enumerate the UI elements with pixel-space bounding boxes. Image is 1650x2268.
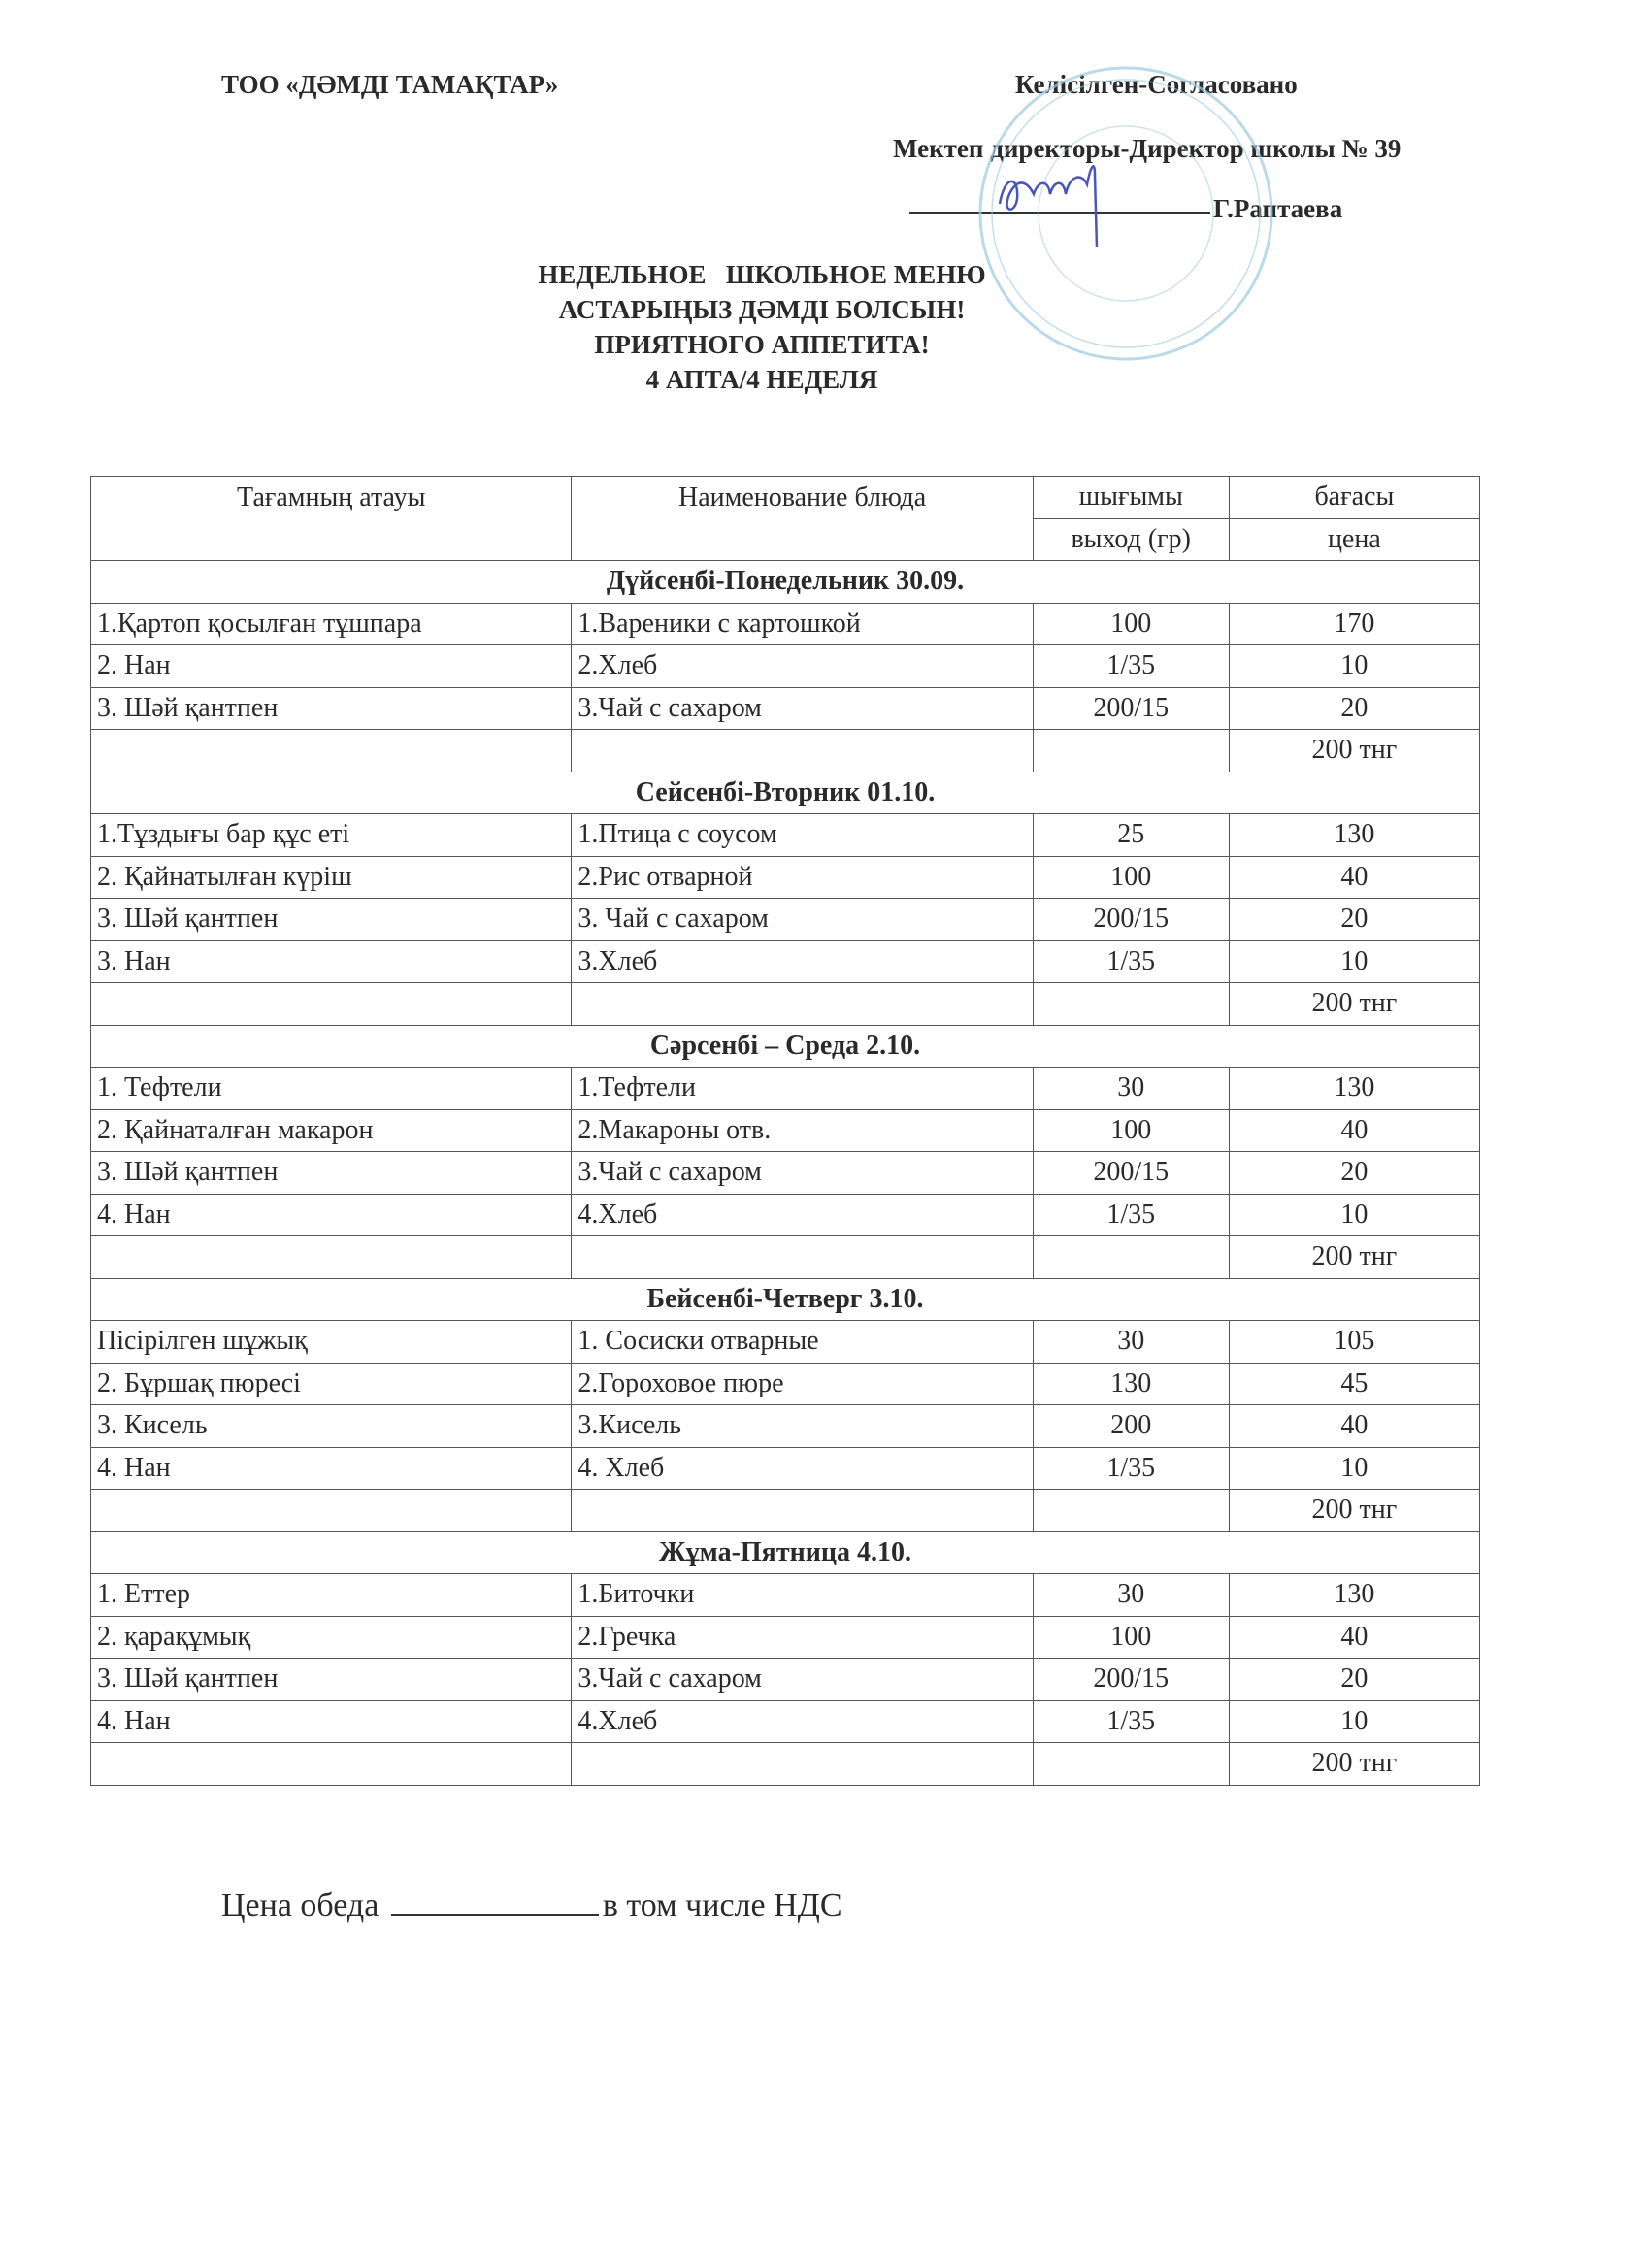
dish-name-kz: 3. Нан — [91, 940, 572, 983]
day-header-row — [91, 1025, 1480, 1068]
dish-name-ru: 1.Биточки — [572, 1574, 1033, 1617]
signature-icon — [990, 146, 1116, 252]
dish-name-kz: 4. Нан — [91, 1700, 572, 1743]
empty-cell — [1033, 1236, 1229, 1279]
table-row — [91, 1109, 1480, 1152]
menu-body — [91, 561, 1480, 1786]
table-row — [91, 603, 1480, 645]
empty-cell — [572, 983, 1033, 1026]
dish-yield: 30 — [1033, 1574, 1229, 1617]
dish-name-ru: 3.Чай с сахаром — [572, 1152, 1033, 1195]
dish-yield: 1/35 — [1033, 940, 1229, 983]
dish-name-ru: 2.Гречка — [572, 1616, 1033, 1659]
dish-name-kz: 3. Шәй қантпен — [91, 687, 572, 730]
dish-yield: 30 — [1033, 1068, 1229, 1110]
dish-price: 40 — [1229, 1109, 1479, 1152]
dish-price: 130 — [1229, 1068, 1479, 1110]
total-row — [91, 1236, 1480, 1279]
day-header-row — [91, 1531, 1480, 1574]
empty-cell — [572, 1236, 1033, 1279]
dish-price: 10 — [1229, 645, 1479, 688]
empty-cell — [572, 1743, 1033, 1786]
header-price-kz: бағасы — [1229, 477, 1479, 519]
table-row — [91, 940, 1480, 983]
empty-cell — [91, 1490, 572, 1532]
dish-price: 105 — [1229, 1321, 1479, 1364]
director-name: Г.Раптаева — [1213, 194, 1343, 223]
table-row — [91, 1068, 1480, 1110]
dish-yield: 200/15 — [1033, 1152, 1229, 1195]
table-row — [91, 1659, 1480, 1701]
table-row — [91, 687, 1480, 730]
table-row — [91, 1447, 1480, 1490]
table-row — [91, 1363, 1480, 1405]
dish-name-ru: 2.Макароны отв. — [572, 1109, 1033, 1152]
day-title: Дүйсенбі-Понедельник 30.09. — [91, 561, 1480, 604]
menu-week: 4 АПТА/4 НЕДЕЛЯ — [645, 365, 878, 394]
table-row — [91, 899, 1480, 941]
dish-name-kz: 3. Шәй қантпен — [91, 899, 572, 941]
dish-yield: 100 — [1033, 856, 1229, 899]
footer-price-note — [221, 1888, 842, 1924]
menu-title-block — [0, 257, 1650, 397]
dish-price: 20 — [1229, 1659, 1479, 1701]
day-header-row — [91, 772, 1480, 814]
total-row — [91, 730, 1480, 772]
table-row — [91, 1574, 1480, 1617]
dish-name-kz: 1.Қартоп қосылған тұшпара — [91, 603, 572, 645]
dish-yield: 25 — [1033, 814, 1229, 857]
dish-name-ru: 2.Гороховое пюре — [572, 1363, 1033, 1405]
day-header-row — [91, 1278, 1480, 1321]
dish-name-kz: 2. Нан — [91, 645, 572, 688]
dish-name-kz: Пісірілген шұжық — [91, 1321, 572, 1364]
dish-name-kz: 3. Шәй қантпен — [91, 1152, 572, 1195]
dish-name-kz: 4. Нан — [91, 1194, 572, 1236]
empty-cell — [91, 730, 572, 772]
empty-cell — [1033, 1743, 1229, 1786]
director-title: Мектеп директоры-Директор школы № 39 — [893, 134, 1402, 163]
day-header-row — [91, 561, 1480, 604]
dish-yield: 1/35 — [1033, 1700, 1229, 1743]
dish-name-ru: 2.Хлеб — [572, 645, 1033, 688]
total-row — [91, 1490, 1480, 1532]
day-title: Жұма-Пятница 4.10. — [91, 1531, 1480, 1574]
dish-price: 40 — [1229, 856, 1479, 899]
dish-price: 40 — [1229, 1616, 1479, 1659]
dish-price: 10 — [1229, 940, 1479, 983]
empty-cell — [572, 730, 1033, 772]
dish-price: 10 — [1229, 1447, 1479, 1490]
header-yield-ru: выход (гр) — [1033, 518, 1229, 561]
day-total: 200 тнг — [1229, 1236, 1479, 1279]
dish-name-ru: 4.Хлеб — [572, 1700, 1033, 1743]
dish-yield: 200 — [1033, 1405, 1229, 1448]
dish-yield: 100 — [1033, 603, 1229, 645]
dish-yield: 1/35 — [1033, 1194, 1229, 1236]
dish-yield: 200/15 — [1033, 1659, 1229, 1701]
dish-name-kz: 1.Тұздығы бар құс еті — [91, 814, 572, 857]
day-total: 200 тнг — [1229, 1743, 1479, 1786]
dish-yield: 130 — [1033, 1363, 1229, 1405]
dish-name-kz: 2. Бұршақ пюресі — [91, 1363, 572, 1405]
dish-name-kz: 2. Қайнатылған күріш — [91, 856, 572, 899]
dish-price: 20 — [1229, 687, 1479, 730]
dish-price: 10 — [1229, 1194, 1479, 1236]
header-price-ru: цена — [1229, 518, 1479, 561]
dish-price: 45 — [1229, 1363, 1479, 1405]
dish-name-ru: 1.Тефтели — [572, 1068, 1033, 1110]
table-row — [91, 1321, 1480, 1364]
menu-title: НЕДЕЛЬНОЕ ШКОЛЬНОЕ МЕНЮ — [538, 260, 986, 289]
empty-cell — [1033, 1490, 1229, 1532]
empty-cell — [1033, 730, 1229, 772]
day-title: Сәрсенбі – Среда 2.10. — [91, 1025, 1480, 1068]
dish-name-ru: 2.Рис отварной — [572, 856, 1033, 899]
day-total: 200 тнг — [1229, 1490, 1479, 1532]
dish-name-ru: 3. Чай с сахаром — [572, 899, 1033, 941]
dish-name-kz: 3. Шәй қантпен — [91, 1659, 572, 1701]
vat-label: в том числе НДС — [602, 1888, 842, 1923]
header-kz-name: Тағамның атауы — [91, 477, 572, 561]
lunch-price-label: Цена обеда — [221, 1888, 380, 1923]
total-row — [91, 1743, 1480, 1786]
dish-price: 20 — [1229, 899, 1479, 941]
empty-cell — [91, 1743, 572, 1786]
dish-name-ru: 4.Хлеб — [572, 1194, 1033, 1236]
dish-price: 10 — [1229, 1700, 1479, 1743]
dish-yield: 100 — [1033, 1616, 1229, 1659]
dish-yield: 100 — [1033, 1109, 1229, 1152]
total-row — [91, 983, 1480, 1026]
empty-cell — [91, 1236, 572, 1279]
dish-price: 20 — [1229, 1152, 1479, 1195]
day-title: Сейсенбі-Вторник 01.10. — [91, 772, 1480, 814]
dish-name-ru: 1.Птица с соусом — [572, 814, 1033, 857]
dish-name-ru: 1. Сосиски отварные — [572, 1321, 1033, 1364]
dish-price: 130 — [1229, 1574, 1479, 1617]
table-row — [91, 1152, 1480, 1195]
dish-name-ru: 4. Хлеб — [572, 1447, 1033, 1490]
dish-name-kz: 2. Қайнаталған макарон — [91, 1109, 572, 1152]
day-total: 200 тнг — [1229, 983, 1479, 1026]
dish-name-kz: 3. Кисель — [91, 1405, 572, 1448]
dish-name-ru: 3.Чай с сахаром — [572, 1659, 1033, 1701]
dish-name-ru: 3.Чай с сахаром — [572, 687, 1033, 730]
empty-cell — [91, 983, 572, 1026]
header-yield-kz: шығымы — [1033, 477, 1229, 519]
table-row — [91, 1700, 1480, 1743]
dish-price: 130 — [1229, 814, 1479, 857]
approval-label: Келісілген-Согласовано — [1015, 70, 1298, 99]
day-total: 200 тнг — [1229, 730, 1479, 772]
lunch-price-blank — [391, 1889, 599, 1916]
table-row — [91, 856, 1480, 899]
dish-price: 170 — [1229, 603, 1479, 645]
menu-greeting-kz: АСТАРЫҢЫЗ ДӘМДІ БОЛСЫН! — [558, 295, 966, 324]
menu-table — [90, 476, 1480, 1786]
table-row — [91, 814, 1480, 857]
dish-price: 40 — [1229, 1405, 1479, 1448]
dish-yield: 200/15 — [1033, 899, 1229, 941]
dish-yield: 1/35 — [1033, 1447, 1229, 1490]
table-row — [91, 1405, 1480, 1448]
day-title: Бейсенбі-Четверг 3.10. — [91, 1278, 1480, 1321]
table-row — [91, 1194, 1480, 1236]
dish-name-kz: 2. қарақұмық — [91, 1616, 572, 1659]
empty-cell — [572, 1490, 1033, 1532]
company-name: ТОО «ДӘМДІ ТАМАҚТАР» — [221, 70, 559, 99]
table-row — [91, 645, 1480, 688]
dish-name-ru: 1.Вареники с картошкой — [572, 603, 1033, 645]
dish-name-kz: 4. Нан — [91, 1447, 572, 1490]
dish-yield: 1/35 — [1033, 645, 1229, 688]
table-row — [91, 1616, 1480, 1659]
dish-yield: 200/15 — [1033, 687, 1229, 730]
dish-yield: 30 — [1033, 1321, 1229, 1364]
empty-cell — [1033, 983, 1229, 1026]
dish-name-kz: 1. Еттер — [91, 1574, 572, 1617]
dish-name-ru: 3.Хлеб — [572, 940, 1033, 983]
dish-name-kz: 1. Тефтели — [91, 1068, 572, 1110]
menu-greeting-ru: ПРИЯТНОГО АППЕТИТА! — [594, 330, 930, 359]
header-ru-name: Наименование блюда — [572, 477, 1033, 561]
dish-name-ru: 3.Кисель — [572, 1405, 1033, 1448]
